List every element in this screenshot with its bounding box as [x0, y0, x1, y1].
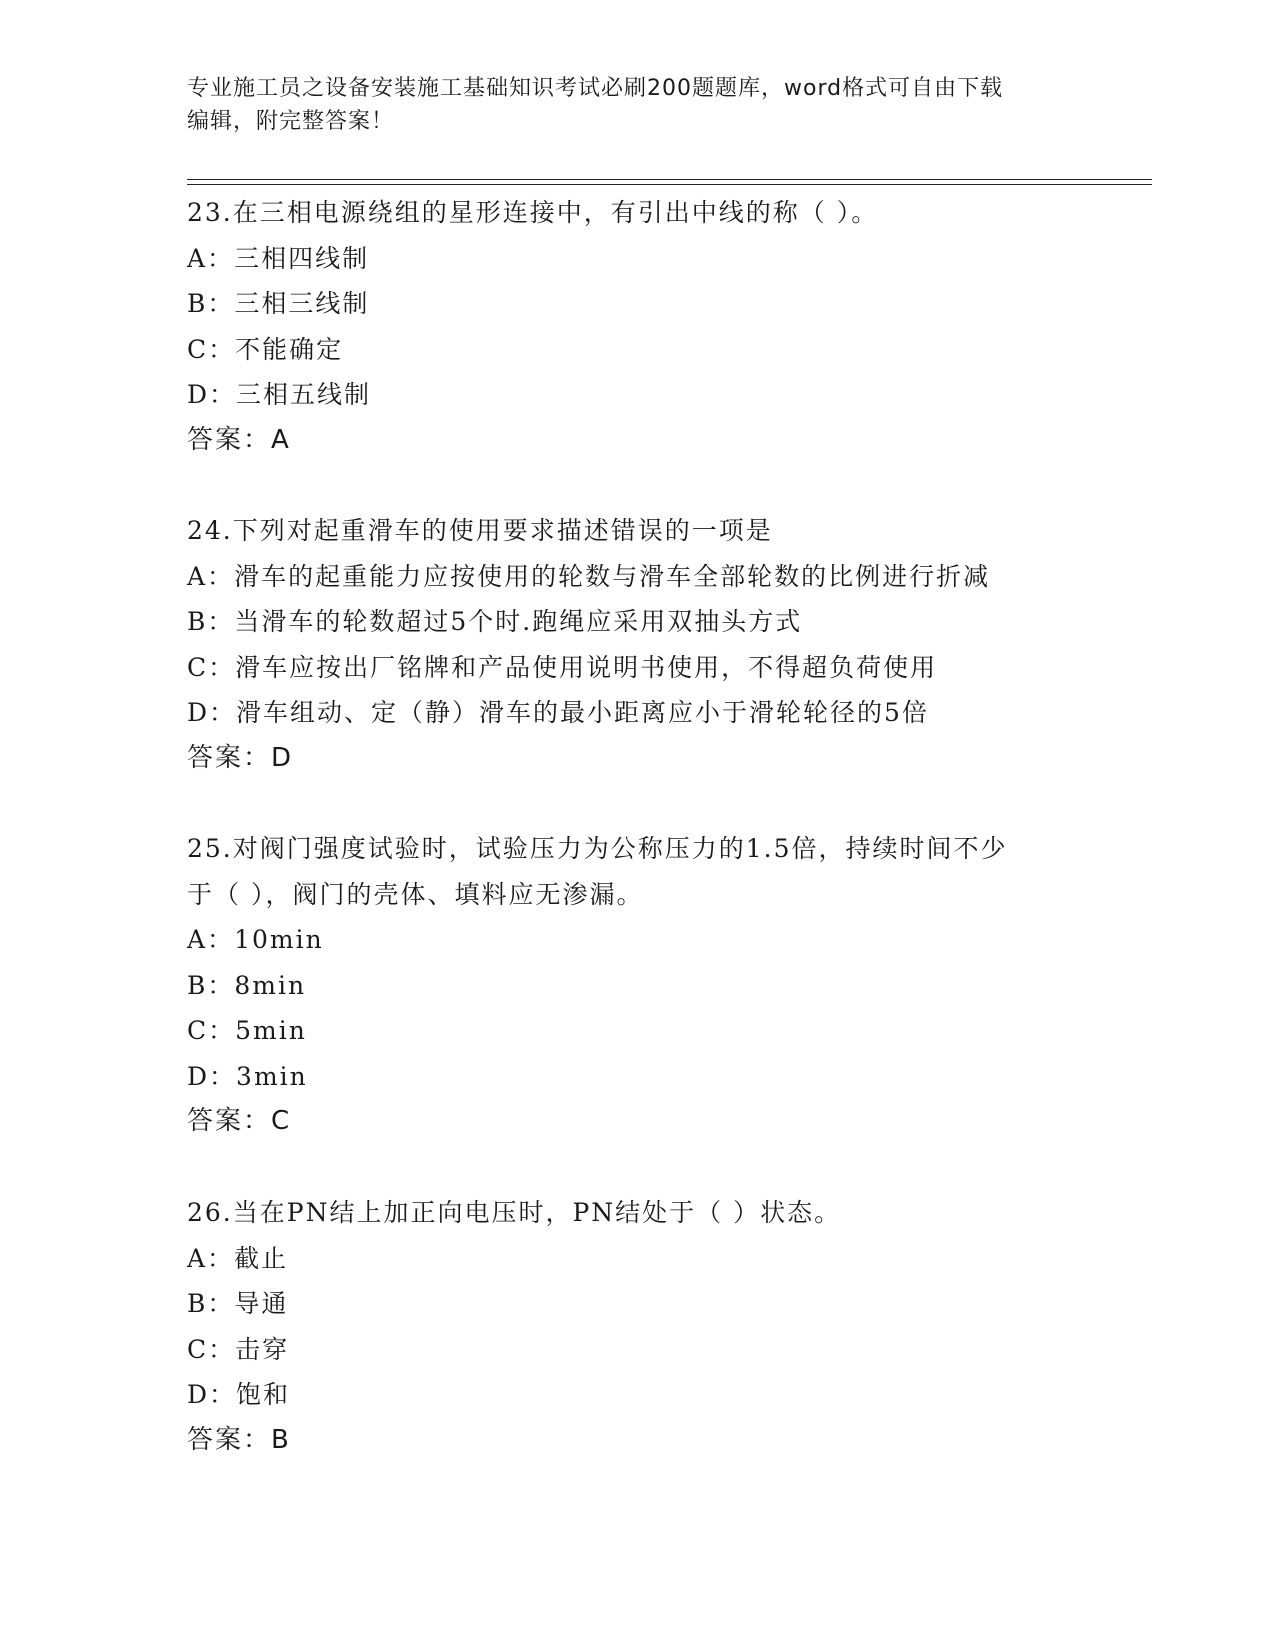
option-letter: A：: [187, 925, 235, 954]
header-divider-bottom: [187, 184, 1152, 185]
option-b: [187, 1281, 1087, 1327]
header-line-2: 编辑，附完整答案！: [187, 109, 395, 134]
option-text: 滑车应按出厂铭牌和产品使用说明书使用，不得超负荷使用: [235, 652, 938, 682]
option-text: 饱和: [236, 1380, 291, 1409]
option-letter: D：: [187, 698, 237, 727]
question-stem: 24.下列对起重滑车的使用要求描述错误的一项是: [187, 516, 773, 545]
question-stem-line-1: 25.对阀门强度试验时，试验压力为公称压力的1.5倍，持续时间不少: [187, 834, 1008, 863]
option-text: 滑车的起重能力应按使用的轮数与滑车全部轮数的比例进行折减: [234, 561, 991, 591]
option-letter: B：: [187, 607, 235, 636]
option-d: [187, 1372, 1087, 1418]
option-c: [187, 645, 1087, 691]
option-letter: B：: [187, 970, 235, 1000]
option-text: 10min: [234, 925, 324, 954]
option-b: [187, 599, 1087, 645]
document-header: [187, 72, 1067, 138]
answer-line: 答案：A: [187, 424, 291, 455]
option-text: 三相五线制: [236, 380, 372, 409]
option-text: 三相四线制: [234, 243, 370, 273]
header-line-1: 专业施工员之设备安装施工基础知识考试必刷200题题库，word格式可自由下载: [187, 76, 1004, 101]
header-divider-top: [187, 179, 1152, 180]
option-letter: C：: [187, 1334, 236, 1364]
option-text: 不能确定: [235, 334, 344, 364]
option-a: [187, 917, 1087, 963]
question-23: [187, 190, 1087, 463]
option-letter: C：: [187, 1016, 236, 1045]
question-stem: 23.在三相电源绕组的星形连接中，有引出中线的称（ ）。: [187, 198, 879, 227]
option-text: 击穿: [235, 1334, 290, 1364]
option-letter: B：: [187, 289, 235, 318]
option-letter: D：: [187, 1380, 237, 1409]
option-text: 导通: [234, 1289, 289, 1318]
question-26: [187, 1190, 1087, 1463]
answer-line: 答案：B: [187, 1424, 291, 1455]
option-letter: A：: [187, 1243, 235, 1273]
option-c: [187, 1327, 1087, 1373]
question-stem-line-2: 于（ ），阀门的壳体、填料应无渗漏。: [187, 879, 644, 909]
option-b: [187, 281, 1087, 327]
option-c: [187, 327, 1087, 373]
question-stem: 26.当在PN结上加正向电压时，PN结处于（ ）状态。: [187, 1198, 842, 1227]
option-a: [187, 1236, 1087, 1282]
option-a: [187, 554, 1087, 600]
option-text: 三相三线制: [234, 289, 370, 318]
option-b: [187, 963, 1087, 1009]
answer-line: 答案：C: [187, 1106, 292, 1136]
option-d: [187, 1054, 1087, 1100]
option-letter: A：: [187, 243, 235, 273]
question-24: [187, 508, 1087, 781]
option-text: 截止: [234, 1243, 289, 1273]
option-letter: D：: [187, 380, 237, 409]
option-d: [187, 372, 1087, 418]
question-25: [187, 826, 1087, 1145]
option-text: 3min: [236, 1061, 308, 1091]
option-c: [187, 1008, 1087, 1054]
option-text: 5min: [235, 1016, 307, 1045]
option-letter: B：: [187, 1289, 235, 1318]
option-letter: C：: [187, 334, 236, 364]
option-a: [187, 236, 1087, 282]
option-letter: A：: [187, 561, 235, 591]
option-letter: D：: [187, 1061, 237, 1091]
option-letter: C：: [187, 652, 236, 682]
option-text: 滑车组动、定（静）滑车的最小距离应小于滑轮轮径的5倍: [236, 698, 929, 727]
answer-line: 答案：D: [187, 742, 294, 773]
option-d: [187, 690, 1087, 736]
option-text: 当滑车的轮数超过5个时.跑绳应采用双抽头方式: [234, 607, 803, 636]
option-text: 8min: [234, 970, 307, 1000]
